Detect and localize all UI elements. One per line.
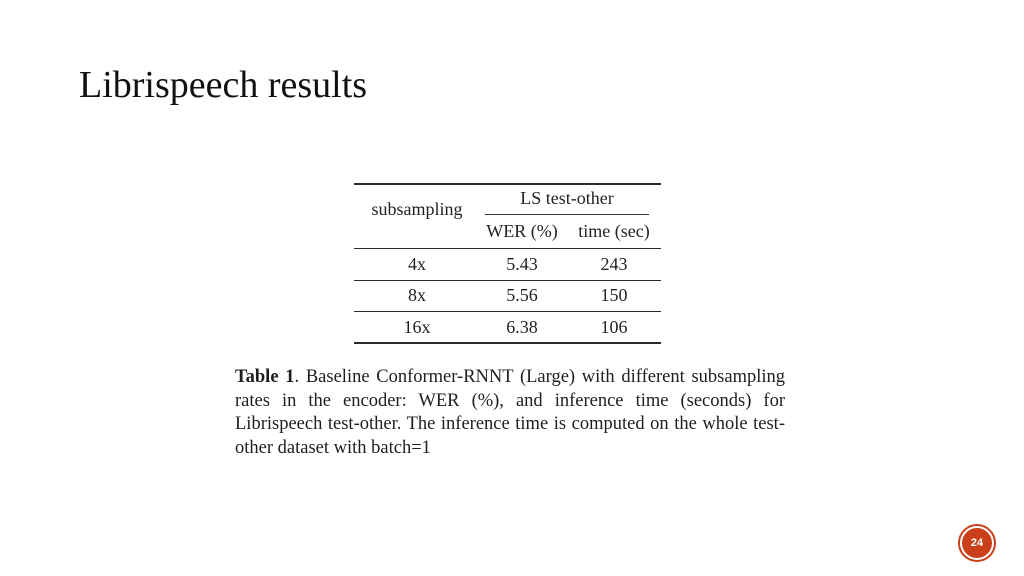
row-header: subsampling (371, 199, 463, 219)
row-wer: 5.43 (506, 254, 538, 274)
row-subsampling: 4x (408, 254, 426, 274)
row-subsampling: 8x (408, 285, 426, 305)
page-number: 24 (962, 528, 992, 558)
col-header-time: time (sec) (578, 221, 650, 241)
col-header-wer: WER (%) (486, 221, 558, 241)
caption-text: . Baseline Conformer-RNNT (Large) with different subsampling rates in the encoder: WER (%), and inference time (seconds) for Librispeech test-other. The inference time is computed on the whole test-other dataset with batch=1 (235, 367, 785, 458)
caption-label: Table 1 (235, 367, 295, 387)
table-top-rule (354, 183, 661, 185)
slide-title: Librispeech results (79, 64, 368, 106)
row-time: 243 (600, 254, 628, 274)
table-caption (235, 366, 785, 460)
table-row-rule (354, 311, 661, 312)
group-header-rule (485, 214, 649, 215)
row-subsampling: 16x (403, 317, 431, 337)
group-header: LS test-other (520, 188, 614, 208)
row-time: 106 (600, 317, 628, 337)
table-row-rule (354, 280, 661, 281)
table-bottom-rule (354, 342, 661, 344)
table-header-rule (354, 248, 661, 249)
row-wer: 6.38 (506, 317, 538, 337)
row-time: 150 (600, 285, 628, 305)
row-wer: 5.56 (506, 285, 538, 305)
page-number-badge (958, 524, 996, 562)
